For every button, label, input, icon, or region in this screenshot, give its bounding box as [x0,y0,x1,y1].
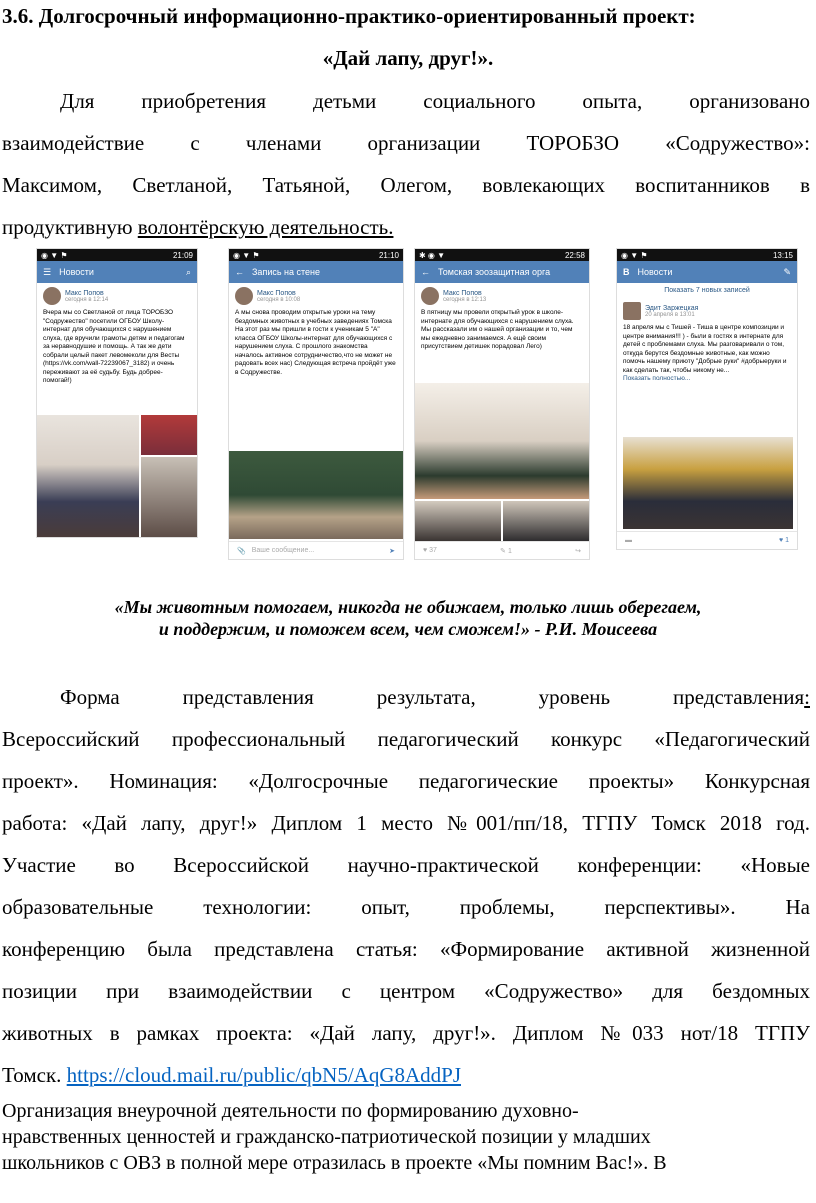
results-line: позиции при взаимодействии с центром «Содружество» для бездомных [2,979,810,1003]
extra-paragraph [2,1098,810,1176]
results-line: работа: «Дай лапу, друг!» Диплом 1 место №001/пп/18, ТГПУ Томск 2018 год. [2,811,810,835]
intro-line: Для приобретения детьми социального опыта, организовано [60,89,810,113]
post-header [617,298,797,324]
volunteer-underlined-text: волонтёрскую деятельность. [137,215,394,239]
app-bar: ← Запись на стене [229,261,403,283]
intro-paragraph [2,80,810,248]
post-date: сегодня в 12:14 [65,296,109,303]
post-photo [623,437,793,529]
post-header [415,283,589,309]
phone-screenshot-1 [36,248,198,538]
search-icon: ⌕ [185,266,191,277]
intro-line: взаимодействие с членами организации ТОРОБЗО «Содружество»: [2,131,810,155]
show-new-posts-link[interactable]: Показать 7 новых записей [664,287,750,294]
post-author: Макс Попов [65,289,104,297]
post-actions-bar [617,531,797,549]
message-input-bar[interactable]: 📎 Ваше сообщение... ➤ [229,541,403,559]
extra-line: нравственных ценностей и гражданско-патриотической позиции у младших [2,1126,651,1148]
avatar [235,287,253,305]
comment-button[interactable]: ✎ 1 [500,547,512,555]
project-title: «Дай лапу, друг!». [322,46,494,70]
status-bar: ◉ ▼ ⚑ 21:09 [37,249,197,261]
send-icon[interactable]: ➤ [389,547,395,555]
app-bar: ☰ Новости ⌕ [37,261,197,283]
results-line: Томск. https://cloud.mail.ru/public/qbN5/AqG8AddPJ [2,1063,461,1087]
post-actions-bar [415,541,589,559]
post-photo [37,415,139,538]
post-date: 20 апреля в 13:01 [645,311,695,318]
post-text: В пятницу мы провели открытый урок в школе-интернате для обучающихся с нарушением слуха. Мы рассказали им о нашей организации и то, чем мы ежедневно занимаемся. А ещё своим присутствием детишек порадовал Лего) [421,309,574,350]
extra-line: Организация внеурочной деятельности по формированию духовно- [2,1100,579,1122]
back-arrow-icon: ← [235,267,244,277]
post-text: 18 апреля мы с Тишей - Тиша в центре композиции и центре внимания!!! ) - были в гостях в интернате для детей с проблемами слуха. Мы разговаривали о том, откуда берутся бездомные животные, как можно помочь нашему приюту "Добрые руки" #добрыеруки и как сделать так, чтобы никому не... [623,324,787,374]
share-icon[interactable]: ↪ [575,547,581,555]
post-date: сегодня в 12:13 [443,296,487,303]
post-photo [503,501,590,541]
post-photo [141,415,198,455]
results-line: конференцию была представлена статья: «Формирование активной жизненной [2,937,810,961]
post-photo [415,383,590,499]
cloud-link[interactable]: https://cloud.mail.ru/public/qbN5/AqG8AddPJ [66,1063,461,1087]
attach-icon[interactable]: 📎 [237,547,246,555]
results-paragraph [2,676,810,1096]
post-author: Эдит Заржецкая [645,304,699,312]
phone-screenshot-3 [414,248,590,560]
post-header [37,283,197,309]
results-line: образовательные технологии: опыт, проблемы, перспективы». На [2,895,810,919]
show-more-link[interactable]: Показать полностью... [623,375,691,382]
status-bar: ◉ ▼ ⚑ 13:15 [617,249,797,261]
phone-screenshot-2 [228,248,404,560]
like-button[interactable]: ♥ 1 [778,537,789,544]
post-photo [141,457,198,538]
post-photo [415,501,501,541]
avatar [623,302,641,320]
post-text: Вчера мы со Светланой от лица ТОРОБЗО "Содружество" посетили ОГБОУ Школу-интернат для обучающихся с нарушением слуха, где вручили грамоты детям и педагогам за неравнодушие и помощь. А так же дети собрали целый пакет левомеколи для Весты (https://vk.com/wall-72239067_3182) и очень переживают за её судьбу. Будь добрее-помогай!) [43,309,185,384]
status-bar: ✱ ◉ ▼ 22:58 [415,249,589,261]
results-line: Всероссийский профессиональный педагогический конкурс «Педагогический [2,727,810,751]
quote: «Мы животным помогаем, никогда не обижаем, только лишь оберегаем, и поддержим, и поможем всем, чем сможем!» - Р.И. Моисеева [114,597,702,639]
avatar [43,287,61,305]
post-photo [229,451,404,539]
screenshots-row [0,248,816,568]
results-line: Форма представления результата, уровень представления: [60,685,810,709]
comment-icon[interactable]: ▬ [625,537,632,544]
like-button[interactable]: ♥ 37 [423,547,437,554]
post-text: А мы снова проводим открытые уроки на тему бездомных животных в учебных заведениях Томска На этот раз мы пришли в гости к ученикам 5 "А" класса ОГБОУ Школы-интернат для обучающихся с нарушением слуха. С прошлого знакомства началось активное сотрудничество,что не может не радовать всех нас) Следующая встреча пройдёт уже в Содружестве. [235,309,396,376]
post-header [229,283,403,309]
phone-screenshot-4 [616,248,798,550]
compose-icon: ✎ [783,266,791,277]
avatar [421,287,439,305]
menu-icon: ☰ [43,266,52,277]
section-heading: 3.6. Долгосрочный информационно-практико-ориентированный проект: [2,4,696,28]
post-date: сегодня в 10:08 [257,296,301,303]
results-line: проект». Номинация: «Долгосрочные педагогические проекты» Конкурсная [2,769,810,793]
results-line: Участие во Всероссийской научно-практической конференции: «Новые [2,853,810,877]
post-author: Макс Попов [257,289,296,297]
app-bar: В Новости ✎ [617,261,797,283]
post-author: Макс Попов [443,289,482,297]
back-arrow-icon: ← [421,267,430,277]
extra-line: школьников с ОВЗ в полной мере отразилась в проекте «Мы помним Вас!». В [2,1152,667,1174]
intro-line: продуктивную волонтёрскую деятельность. [2,215,394,239]
vk-logo-icon: В [623,267,630,277]
intro-line: Максимом, Светланой, Татьяной, Олегом, вовлекающих воспитанников в [2,173,810,197]
app-bar: ← Томская зоозащитная орга [415,261,589,283]
status-bar: ◉ ▼ ⚑ 21:10 [229,249,403,261]
results-line: животных в рамках проекта: «Дай лапу, друг!». Диплом №033 нот/18 ТГПУ [2,1021,810,1045]
